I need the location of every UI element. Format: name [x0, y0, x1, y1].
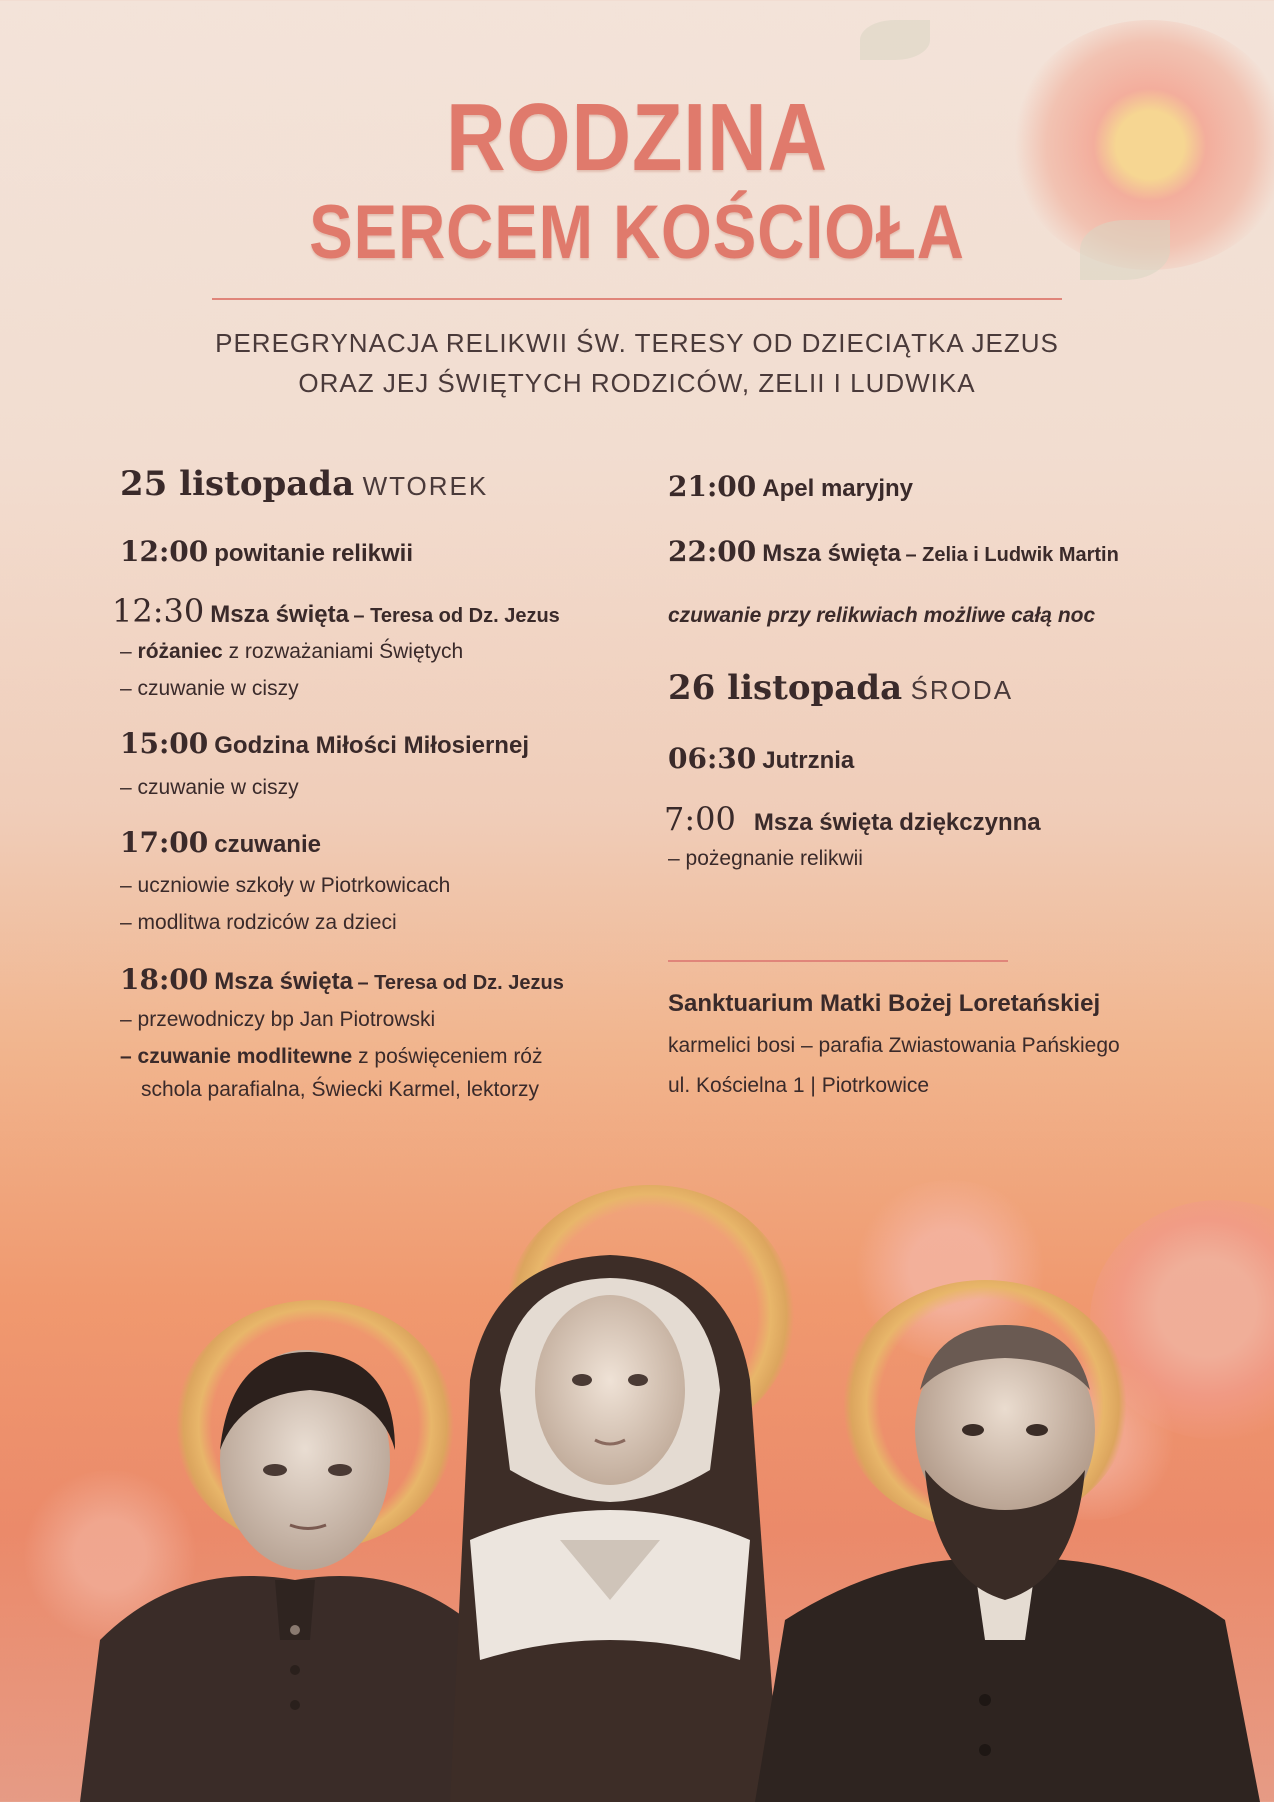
event-1500: [120, 727, 529, 760]
event-note: – Teresa od Dz. Jezus: [353, 605, 560, 627]
event-time: 22:00: [668, 535, 757, 568]
title-divider: [212, 298, 1062, 300]
event-time: 12:00: [120, 535, 209, 568]
event-0700: [664, 800, 1041, 838]
event-detail: – przewodniczy bp Jan Piotrowski: [120, 1008, 436, 1031]
event-title: Apel maryjny: [762, 475, 913, 502]
event-detail: – czuwanie w ciszy: [120, 677, 299, 700]
event-title: Msza święta: [210, 601, 349, 628]
day2-date: 26 listopada: [668, 668, 903, 708]
page-title-line2: SERCEM KOŚCIOŁA: [309, 190, 965, 275]
event-1700: [120, 826, 321, 859]
day2-heading: [668, 668, 1013, 708]
leaf-decoration: [860, 20, 930, 60]
event-time: 15:00: [120, 727, 209, 760]
day1-heading: [120, 464, 488, 504]
event-time: 21:00: [668, 470, 757, 503]
event-detail: – uczniowie szkoły w Piotrkowicach: [120, 874, 451, 897]
day2-weekday: ŚRODA: [910, 675, 1014, 705]
portrait-ludwik: [745, 1320, 1265, 1802]
event-detail: – modlitwa rodziców za dzieci: [120, 911, 397, 934]
event-time: 12:30: [112, 592, 205, 630]
page-title-line1: RODZINA: [445, 84, 829, 191]
event-2200: [668, 535, 1119, 568]
location-name: Sanktuarium Matki Bożej Loretańskiej: [668, 990, 1101, 1017]
event-title: Godzina Miłości Miłosiernej: [214, 732, 529, 759]
event-2100: [668, 470, 913, 503]
day1-weekday: WTOREK: [362, 471, 489, 501]
event-time: 7:00: [664, 800, 736, 838]
event-1200: [120, 535, 413, 568]
event-detail: – czuwanie w ciszy: [120, 776, 299, 799]
event-title: Msza święta: [214, 968, 353, 995]
event-note: – Teresa od Dz. Jezus: [357, 972, 564, 994]
event-title: czuwanie: [214, 831, 321, 858]
event-title: Msza święta dziękczynna: [753, 809, 1041, 836]
event-1800: [120, 963, 564, 996]
event-title: powitanie relikwii: [214, 540, 413, 567]
event-detail: – różaniec z rozważaniami Świętych: [120, 640, 464, 663]
event-title: Msza święta: [762, 540, 901, 567]
day1-date: 25 listopada: [120, 464, 355, 504]
event-time: 17:00: [120, 826, 209, 859]
event-title: Jutrznia: [762, 747, 855, 774]
event-time: 18:00: [120, 963, 209, 996]
subtitle-line1: PEREGRYNACJA RELIKWII ŚW. TERESY OD DZIECIĄTKA JEZUS: [215, 328, 1059, 358]
night-vigil-note: czuwanie przy relikwiach możliwe całą noc: [668, 604, 1096, 627]
event-time: 06:30: [668, 742, 757, 775]
event-note: – Zelia i Ludwik Martin: [905, 544, 1119, 566]
event-detail: schola parafialna, Świecki Karmel, lektorzy: [141, 1078, 539, 1101]
event-1230: [112, 592, 560, 630]
subtitle-line2: ORAZ JEJ ŚWIĘTYCH RODZICÓW, ZELII I LUDWIKA: [298, 368, 976, 398]
location-line2: karmelici bosi – parafia Zwiastowania Pańskiego: [668, 1034, 1120, 1057]
event-detail: – czuwanie modlitewne z poświęceniem róż: [120, 1045, 543, 1068]
location-address: ul. Kościelna 1 | Piotrkowice: [668, 1074, 930, 1097]
event-detail: – pożegnanie relikwii: [668, 847, 863, 870]
event-0630: [668, 742, 854, 775]
location-divider: [668, 960, 1008, 962]
